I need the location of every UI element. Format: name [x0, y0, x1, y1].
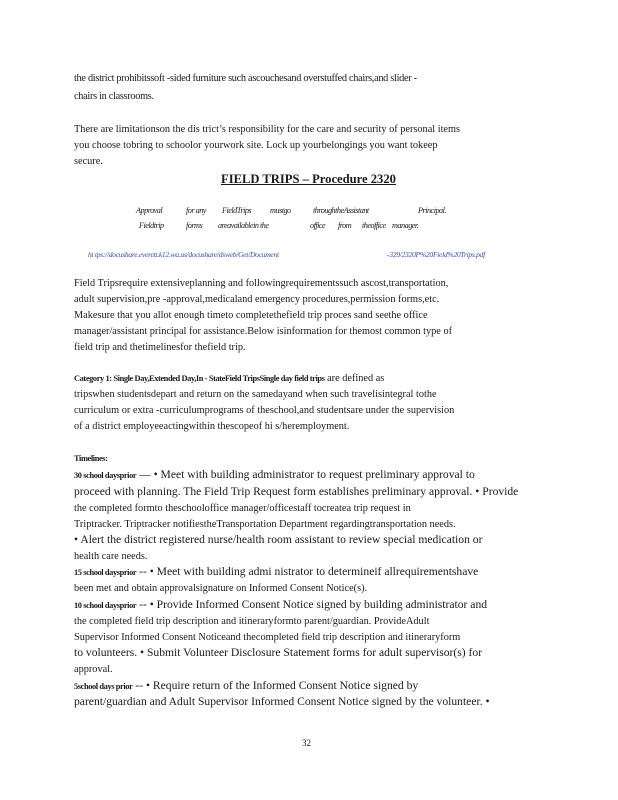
- paragraph-line: of a district employeeactingwithin thescopeof hi s/heremployment.: [74, 421, 350, 432]
- paragraph-line: Supervisor Informed Consent Noticeand thecompleted field trip description and itineraryform: [74, 632, 461, 643]
- paragraph-line: approval.: [74, 664, 113, 675]
- timeline-5-head: 5school days prior: [74, 682, 133, 691]
- timeline-10-head: 10 school daysprior: [74, 601, 137, 610]
- paragraph-line: field trip and thetimelinesfor thefield trip.: [74, 342, 246, 353]
- approval-cell: Approval: [136, 206, 163, 215]
- timeline-15-line: [74, 566, 478, 579]
- timeline-10-line: [74, 599, 487, 612]
- approval-cell: areavailablein the: [218, 221, 269, 230]
- approval-cell: throughtheAssistant: [313, 206, 369, 215]
- approval-cell: manager.: [392, 221, 419, 230]
- paragraph-line: chairs in classrooms.: [74, 91, 154, 102]
- paragraph-line: • Alert the district registered nurse/health room assistant to review special medication or: [74, 533, 483, 546]
- paragraph-line: curriculum or extra -curriculumprograms of theschool,and studentsare under the supervision: [74, 405, 455, 416]
- paragraph-line: the completed formto theschooloffice manager/officestaff tocreatea trip request in: [74, 503, 411, 514]
- approval-cell: Principal.: [418, 206, 446, 215]
- timeline-5-text: -- • Require return of the Informed Consent Notice signed by: [132, 679, 419, 692]
- timeline-30-text: — • Meet with building administrator to request preliminary approval to: [136, 468, 475, 481]
- paragraph-line: health care needs.: [74, 551, 148, 562]
- paragraph-line: parent/guardian and Adult Supervisor Informed Consent Notice signed by the volunteer. •: [74, 695, 490, 708]
- paragraph-line: There are limitationson the dis trict’s responsibility for the care and security of personal items: [74, 124, 461, 135]
- paragraph-line: secure.: [74, 156, 103, 167]
- document-link[interactable]: ht tps://docushare.everett.k12.wa.us/docushare/dsweb/Get/Document: [88, 250, 279, 259]
- timeline-15-text: -- • Meet with building admi nistrator to determineif allrequirementshave: [136, 565, 479, 578]
- section-title: FIELD TRIPS – Procedure 2320: [221, 172, 396, 186]
- paragraph-line: been met and obtain approvalsignature on Informed Consent Notice(s).: [74, 583, 368, 594]
- timeline-10-text: -- • Provide Informed Consent Notice signed by building administrator and: [136, 598, 488, 611]
- timeline-5-line: [74, 680, 418, 693]
- paragraph-line: adult supervision,pre -approval,medicaland emergency procedures,permission forms,etc.: [74, 294, 440, 305]
- approval-cell: theoffice: [362, 221, 386, 230]
- paragraph-line: the district prohibitssoft -sided furniture such ascouchesand overstuffed chairs,and slider -: [74, 73, 417, 84]
- paragraph-line: you choose tobring to schoolor yourwork site. Lock up yourbelongings you want tokeep: [74, 140, 438, 151]
- document-link-tail[interactable]: -329/2320P%20Field%20Trips.pdf: [387, 250, 485, 259]
- paragraph-line: manager/assistant principal for assistance.Below isinformation for themost common type of: [74, 326, 453, 337]
- category-heading-line: [74, 373, 384, 385]
- category-heading-tail: are defined as: [327, 373, 385, 384]
- timeline-30-head: 30 school daysprior: [74, 471, 137, 480]
- timeline-15-head: 15 school daysprior: [74, 568, 137, 577]
- approval-cell: for any: [186, 206, 206, 215]
- page-number: 32: [302, 738, 311, 748]
- approval-cell: from: [338, 221, 352, 230]
- paragraph-line: proceed with planning. The Field Trip Request form establishes preliminary approval. • Provide: [74, 485, 519, 498]
- approval-cell: office: [310, 221, 326, 230]
- timeline-30-line: [74, 469, 475, 482]
- paragraph-line: the completed field trip description and itineraryformto parent/guardian. ProvideAdult: [74, 616, 430, 627]
- paragraph-line: Triptracker. Triptracker notifiestheTransportation Department regardingtransportation needs.: [74, 519, 456, 530]
- paragraph-line: Field Tripsrequire extensiveplanning and followingrequirementssuch ascost,transportation,: [74, 278, 449, 289]
- paragraph-line: tripswhen studentsdepart and return on the samedayand when such travelisintegral tothe: [74, 389, 437, 400]
- approval-cell: forms: [186, 221, 203, 230]
- timelines-label: Timelines:: [74, 454, 108, 463]
- approval-cell: Fieldtrip: [139, 221, 164, 230]
- category-heading: Category 1: Single Day,Extended Day,In - StateField TripsSingle day field trips: [74, 374, 325, 383]
- paragraph-line: Makesure that you allot enough timeto completethefield trip proces sand seethe office: [74, 310, 428, 321]
- paragraph-line: to volunteers. • Submit Volunteer Disclosure Statement forms for adult supervisor(s) for: [74, 646, 483, 659]
- approval-cell: mustgo: [270, 206, 291, 215]
- approval-cell: FieldTrips: [222, 206, 252, 215]
